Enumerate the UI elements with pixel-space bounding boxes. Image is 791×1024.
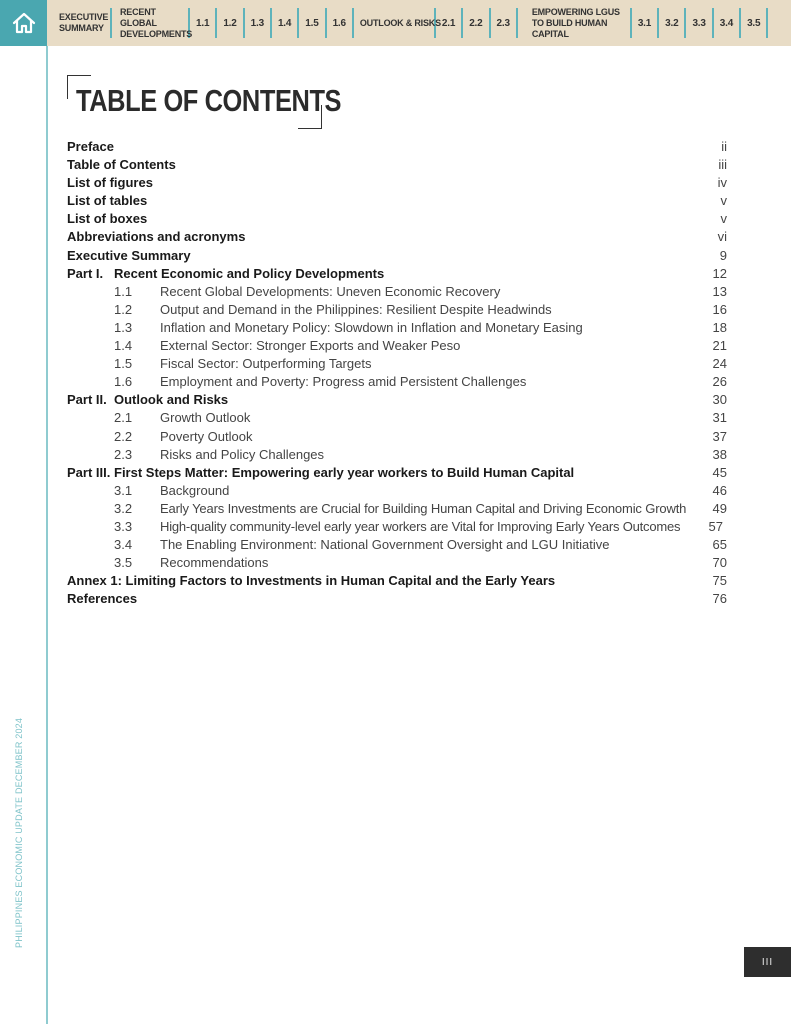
toc-entry-executive-summary[interactable] xyxy=(67,247,727,265)
toc-entry-page: 37 xyxy=(712,428,727,444)
toc-entry-page: vi xyxy=(717,229,727,245)
toc-section-title: External Sector: Stronger Exports and Weaker Peso xyxy=(160,338,461,354)
toc-entry-page: 16 xyxy=(712,301,727,317)
toc-entry-page: iv xyxy=(717,175,727,191)
toc-part-title: Outlook and Risks xyxy=(114,392,229,408)
nav-3-2[interactable]: 3.2 xyxy=(659,8,686,38)
toc-entry-page: 57 xyxy=(708,518,723,534)
toc-section-title: Early Years Investments are Crucial for Building Human Capital and Driving Economic Growth xyxy=(160,500,687,516)
toc-part-1[interactable] xyxy=(67,265,727,283)
nav-1-4[interactable]: 1.4 xyxy=(272,8,299,38)
toc-entry-preface[interactable] xyxy=(67,138,727,156)
toc-entry-page: 9 xyxy=(719,247,727,263)
toc-entry-page: 21 xyxy=(712,338,727,354)
toc-entry-page: v xyxy=(720,193,727,209)
toc-section-title: Growth Outlook xyxy=(160,410,251,426)
toc-entry-page: 65 xyxy=(712,537,727,553)
toc-entry-page: 24 xyxy=(712,356,727,372)
nav-executive-summary[interactable]: EXECUTIVE SUMMARY xyxy=(47,8,112,38)
toc-entry-page: 49 xyxy=(712,500,727,516)
nav-3-5[interactable]: 3.5 xyxy=(741,8,768,38)
toc-entry-list-of-figures[interactable] xyxy=(67,174,727,192)
nav-recent-global-developments[interactable]: RECENT GLOBAL DEVELOPMENTS xyxy=(112,8,190,38)
nav-1-3[interactable]: 1.3 xyxy=(245,8,272,38)
toc-part-2[interactable] xyxy=(67,391,727,409)
nav-3-3[interactable]: 3.3 xyxy=(686,8,713,38)
home-icon xyxy=(11,11,37,35)
toc-section-number: 1.6 xyxy=(114,374,133,390)
toc-section-title: The Enabling Environment: National Government Oversight and LGU Initiative xyxy=(160,537,610,553)
toc-section-number: 1.3 xyxy=(114,319,133,335)
toc-part-number: Part II. xyxy=(67,392,107,408)
toc-entry-label: Annex 1: Limiting Factors to Investments in Human Capital and the Early Years xyxy=(67,573,556,589)
toc-section-title: Recent Global Developments: Uneven Economic Recovery xyxy=(160,283,501,299)
toc-entry-table-of-contents[interactable] xyxy=(67,156,727,174)
toc-entry-page: 75 xyxy=(712,573,727,589)
toc-section-title: High-quality community-level early year workers are Vital for Improving Early Years Outcomes xyxy=(160,518,681,534)
toc-section-number: 2.3 xyxy=(114,446,133,462)
toc-part-title: First Steps Matter: Empowering early year workers to Build Human Capital xyxy=(114,464,575,480)
toc-part-3[interactable] xyxy=(67,464,727,482)
toc-section-3-5[interactable] xyxy=(67,554,727,572)
toc-part-number: Part I. xyxy=(67,265,104,281)
toc-entry-page: 70 xyxy=(712,555,727,571)
nav-1-6[interactable]: 1.6 xyxy=(327,8,354,38)
toc-section-number: 1.5 xyxy=(114,356,133,372)
toc-section-title: Employment and Poverty: Progress amid Persistent Challenges xyxy=(160,374,527,390)
toc-entry-label: List of tables xyxy=(67,193,148,209)
toc-section-number: 1.4 xyxy=(114,338,133,354)
home-button[interactable] xyxy=(0,0,47,46)
toc-entry-page: v xyxy=(720,211,727,227)
toc-entry-page: 38 xyxy=(712,446,727,462)
toc-section-1-4[interactable] xyxy=(67,337,727,355)
toc-section-1-6[interactable] xyxy=(67,373,727,391)
toc-entry-page: 45 xyxy=(712,464,727,480)
toc-section-title: Risks and Policy Challenges xyxy=(160,446,325,462)
toc-entry-label: Abbreviations and acronyms xyxy=(67,229,246,245)
nav-empowering-lgus[interactable]: EMPOWERING LGUS TO BUILD HUMAN CAPITAL xyxy=(518,8,632,38)
toc-entry-page: 46 xyxy=(712,482,727,498)
toc-section-title: Background xyxy=(160,482,230,498)
toc-part-number: Part III. xyxy=(67,464,111,480)
nav-2-3[interactable]: 2.3 xyxy=(491,8,518,38)
toc-section-number: 1.2 xyxy=(114,301,133,317)
toc-section-1-2[interactable] xyxy=(67,301,727,319)
page-title: TABLE OF CONTENTS xyxy=(76,83,342,118)
top-navigation-bar xyxy=(0,0,791,46)
toc-section-1-1[interactable] xyxy=(67,283,727,301)
page-number-badge: III xyxy=(744,947,791,977)
toc-section-number: 3.1 xyxy=(114,482,133,498)
table-of-contents xyxy=(67,138,727,608)
nav-1-5[interactable]: 1.5 xyxy=(299,8,326,38)
toc-section-3-4[interactable] xyxy=(67,536,727,554)
toc-entry-references[interactable] xyxy=(67,590,727,608)
toc-entry-page: 18 xyxy=(712,319,727,335)
toc-section-title: Inflation and Monetary Policy: Slowdown in Inflation and Monetary Easing xyxy=(160,319,583,335)
section-nav xyxy=(47,0,768,46)
toc-entry-page: 76 xyxy=(712,591,727,607)
toc-section-title: Recommendations xyxy=(160,555,269,571)
toc-entry-page: iii xyxy=(718,157,727,173)
toc-entry-label: References xyxy=(67,591,138,607)
toc-entry-annex-1[interactable] xyxy=(67,572,727,590)
toc-section-number: 1.1 xyxy=(114,283,133,299)
toc-section-number: 3.3 xyxy=(114,518,133,534)
toc-section-number: 2.2 xyxy=(114,428,133,444)
toc-section-3-2[interactable] xyxy=(67,500,727,518)
nav-1-1[interactable]: 1.1 xyxy=(190,8,217,38)
toc-section-title: Fiscal Sector: Outperforming Targets xyxy=(160,356,372,372)
toc-section-2-2[interactable] xyxy=(67,428,727,446)
toc-entry-abbreviations[interactable] xyxy=(67,228,727,246)
toc-section-number: 2.1 xyxy=(114,410,133,426)
toc-entry-label: List of boxes xyxy=(67,211,148,227)
toc-entry-page: 31 xyxy=(712,410,727,426)
toc-entry-list-of-tables[interactable] xyxy=(67,192,727,210)
toc-entry-list-of-boxes[interactable] xyxy=(67,210,727,228)
toc-section-3-3[interactable] xyxy=(67,518,727,536)
toc-entry-label: Preface xyxy=(67,139,114,154)
toc-entry-page: 30 xyxy=(712,392,727,408)
toc-section-1-3[interactable] xyxy=(67,319,727,337)
toc-part-title: Recent Economic and Policy Developments xyxy=(114,265,385,281)
toc-entry-page: 12 xyxy=(712,265,727,281)
nav-3-1[interactable]: 3.1 xyxy=(632,8,659,38)
side-accent-line xyxy=(46,46,48,1024)
toc-entry-page: ii xyxy=(721,139,727,154)
toc-entry-label: Executive Summary xyxy=(67,247,191,263)
toc-section-1-5[interactable] xyxy=(67,355,727,373)
toc-entry-page: 13 xyxy=(712,283,727,299)
toc-section-2-3[interactable] xyxy=(67,446,727,464)
nav-1-2[interactable]: 1.2 xyxy=(217,8,244,38)
toc-entry-page: 26 xyxy=(712,374,727,390)
toc-section-3-1[interactable] xyxy=(67,482,727,500)
toc-entry-label: List of figures xyxy=(67,175,153,191)
title-frame xyxy=(67,75,342,129)
toc-section-2-1[interactable] xyxy=(67,409,727,427)
toc-section-title: Output and Demand in the Philippines: Resilient Despite Headwinds xyxy=(160,301,552,317)
toc-section-title: Poverty Outlook xyxy=(160,428,253,444)
side-caption: PHILIPPINES ECONOMIC UPDATE DECEMBER 2024 xyxy=(14,717,24,948)
nav-3-4[interactable]: 3.4 xyxy=(714,8,741,38)
toc-section-number: 3.2 xyxy=(114,500,133,516)
nav-outlook-risks[interactable]: OUTLOOK & RISKS xyxy=(354,8,436,38)
nav-2-2[interactable]: 2.2 xyxy=(463,8,490,38)
toc-entry-label: Table of Contents xyxy=(67,157,176,173)
toc-section-number: 3.4 xyxy=(114,537,133,553)
toc-section-number: 3.5 xyxy=(114,555,133,571)
nav-2-1[interactable]: 2.1 xyxy=(436,8,463,38)
